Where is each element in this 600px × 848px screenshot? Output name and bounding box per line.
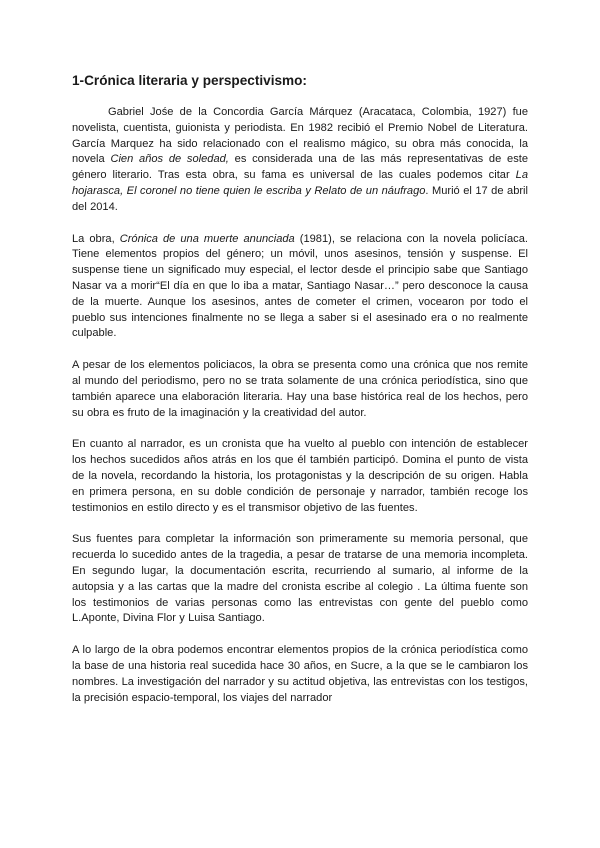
paragraph-text: . Murió el 17 de abril del 2014. (72, 184, 528, 213)
paragraph-narrator: En cuanto al narrador, es un cronista que ha vuelto al pueblo con intención de establecer los hechos sucedidos años atrás en los que él también participó. Domina el punto de vista de la novela, recordando la historia, los protagonistas y la descripción de su origen. Habla en primera persona, en su doble condición de personaje y narrador, también recoge los testimonios en estilo directo y es el transmisor objetivo de las fuentes. (72, 438, 528, 514)
paragraph-text: (1981), se relaciona con la novela policíaca. Tiene elementos propios del género; un móvil, unos asesinos, tensión y suspense. El suspense tiene un significado muy especial, el lector desde el principio sabe que Santiago Nasar va a morir“El día en que lo iba a matar, Santiago Nasar…” pero desconoce la causa de la muerte. Aunque los asesinos, antes de cometer el crimen, vocearon por todo el pueblo sus intenciones finalmente no se llega a saber si el asesinado era o no realmente culpable. (72, 232, 528, 340)
paragraph-chronicle: A pesar de los elementos policiacos, la obra se presenta como una crónica que nos remite al mundo del periodismo, pero no se trata solamente de una crónica periodística, sino que también aparece una elaboración literaria. Hay una base histórica real de los hechos, pero su obra es fruto de la imaginación y la creatividad del autor. (72, 359, 528, 419)
paragraph-sources: Sus fuentes para completar la información son primeramente su memoria personal, que recuerda lo sucedido antes de la tragedia, a pesar de tratarse de una memoria incompleta. En segundo lugar, la documentación escrita, recurriendo al sumario, al informe de la autopsia y a las cartas que la madre del cronista escribe al colegio . La última fuente son los testimonios de varias personas como las entrevistas con gente del pueblo como L.Aponte, Divina Flor y Luisa Santiago. (72, 533, 528, 625)
paragraph-text: es considerada una de las más representativas de este género literario. Tras esta obra, su fama es universal de las cuales podemos citar (72, 153, 528, 182)
document-page (72, 72, 528, 722)
paragraph-text: La obra, (72, 232, 120, 245)
book-titles-list: La hojarasca, El coronel no tiene quien le escriba y Relato de un náufrago (72, 169, 528, 197)
paragraph-text: Gabriel Jośe de la Concordia García Márquez (Aracataca, Colombia, 1927) fue novelista, cuentista, guionista y periodista. En 1982 recibió el Premio Nobel de Literatura. García Marquez ha sido relacionado con el realismo mágico, su obra más conocida, la novela (72, 106, 528, 166)
book-title-cien-anos: Cien años de soledad, (110, 153, 229, 166)
paragraph-journalistic-elements: A lo largo de la obra podemos encontrar elementos propios de la crónica periodística como la base de una historia real sucedida hace 30 años, en Sucre, a la que se le cambiaron los nombres. La investigación del narrador y su actitud objetiva, las entrevistas con los testigos, la precisión espacio-temporal, los viajes del narrador (72, 644, 528, 704)
paragraph-author-bio (72, 105, 528, 216)
book-title-cronica: Crónica de una muerte anunciada (119, 232, 295, 245)
section-heading: 1-Crónica literaria y perspectivismo: (72, 73, 307, 88)
paragraph-novel-genre (72, 232, 528, 343)
